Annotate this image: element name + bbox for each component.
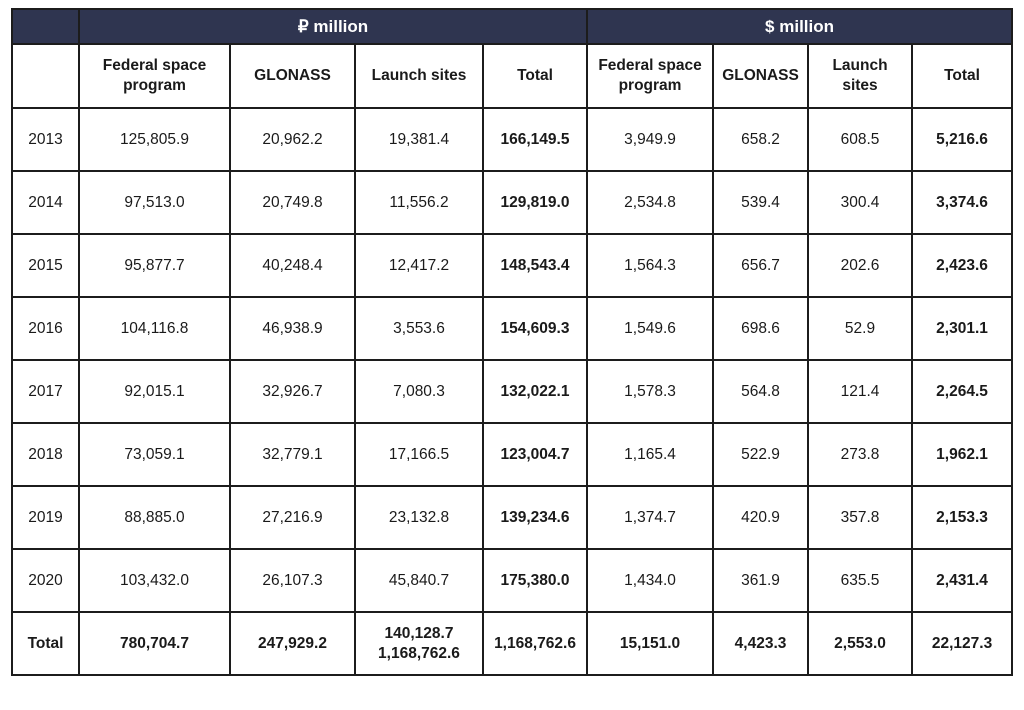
rub-glonass-cell: 32,779.1	[230, 423, 355, 486]
usd-group-header: $ million	[587, 9, 1012, 44]
usd-launch-cell: 121.4	[808, 360, 912, 423]
usd-total-cell: 2,431.4	[912, 549, 1012, 612]
usd-glonass-cell: 539.4	[713, 171, 808, 234]
usd-glonass-cell: 698.6	[713, 297, 808, 360]
rub-federal-cell: 97,513.0	[79, 171, 230, 234]
rub-total-cell: 148,543.4	[483, 234, 587, 297]
rub-total-cell: 139,234.6	[483, 486, 587, 549]
usd-glonass-cell: 420.9	[713, 486, 808, 549]
rub-federal-cell: 88,885.0	[79, 486, 230, 549]
rub-launch-cell: 12,417.2	[355, 234, 483, 297]
table-row	[12, 108, 1012, 171]
currency-group-row	[12, 9, 1012, 44]
usd-federal-cell: 2,534.8	[587, 171, 713, 234]
usd-glonass-cell: 564.8	[713, 360, 808, 423]
rub-launch-cell: 19,381.4	[355, 108, 483, 171]
rub-launch-cell: 45,840.7	[355, 549, 483, 612]
usd-federal-cell: 1,564.3	[587, 234, 713, 297]
rub-launch-total-cell	[355, 612, 483, 675]
usd-federal-cell: 3,949.9	[587, 108, 713, 171]
table-row	[12, 486, 1012, 549]
usd-launch-cell: 273.8	[808, 423, 912, 486]
usd-total-cell: 2,301.1	[912, 297, 1012, 360]
year-cell: 2015	[12, 234, 79, 297]
usd-glonass-total-cell: 4,423.3	[713, 612, 808, 675]
usd-launch-cell: 635.5	[808, 549, 912, 612]
year-cell: 2019	[12, 486, 79, 549]
col-header-usd-federal: Federal space program	[587, 44, 713, 108]
usd-glonass-cell: 658.2	[713, 108, 808, 171]
rub-federal-total-cell: 780,704.7	[79, 612, 230, 675]
rub-total-cell: 132,022.1	[483, 360, 587, 423]
year-cell: 2020	[12, 549, 79, 612]
rub-group-header: ₽ million	[79, 9, 587, 44]
column-header-row	[12, 44, 1012, 108]
rub-federal-cell: 73,059.1	[79, 423, 230, 486]
rub-glonass-cell: 40,248.4	[230, 234, 355, 297]
rub-total-cell: 154,609.3	[483, 297, 587, 360]
corner-cell	[12, 9, 79, 44]
col-header-rub-glonass: GLONASS	[230, 44, 355, 108]
total-row	[12, 612, 1012, 675]
usd-launch-total-cell: 2,553.0	[808, 612, 912, 675]
col-header-rub-total: Total	[483, 44, 587, 108]
usd-launch-cell: 52.9	[808, 297, 912, 360]
usd-federal-cell: 1,374.7	[587, 486, 713, 549]
usd-launch-cell: 202.6	[808, 234, 912, 297]
rub-federal-cell: 103,432.0	[79, 549, 230, 612]
rub-launch-cell: 11,556.2	[355, 171, 483, 234]
year-cell: 2016	[12, 297, 79, 360]
rub-total-cell: 123,004.7	[483, 423, 587, 486]
usd-glonass-cell: 361.9	[713, 549, 808, 612]
year-cell: 2017	[12, 360, 79, 423]
col-header-usd-glonass: GLONASS	[713, 44, 808, 108]
year-cell: 2013	[12, 108, 79, 171]
usd-launch-cell: 357.8	[808, 486, 912, 549]
year-header-cell	[12, 44, 79, 108]
rub-launch-total-line-2: 1,168,762.6	[378, 644, 460, 662]
rub-federal-cell: 92,015.1	[79, 360, 230, 423]
rub-glonass-cell: 26,107.3	[230, 549, 355, 612]
col-header-usd-total: Total	[912, 44, 1012, 108]
col-header-rub-federal: Federal space program	[79, 44, 230, 108]
rub-launch-cell: 7,080.3	[355, 360, 483, 423]
table-row	[12, 360, 1012, 423]
rub-glonass-cell: 46,938.9	[230, 297, 355, 360]
rub-glonass-cell: 20,749.8	[230, 171, 355, 234]
usd-launch-cell: 608.5	[808, 108, 912, 171]
usd-grand-total-cell: 22,127.3	[912, 612, 1012, 675]
usd-federal-total-cell: 15,151.0	[587, 612, 713, 675]
table-row	[12, 234, 1012, 297]
usd-federal-cell: 1,549.6	[587, 297, 713, 360]
rub-total-cell: 166,149.5	[483, 108, 587, 171]
rub-federal-cell: 104,116.8	[79, 297, 230, 360]
usd-total-cell: 2,153.3	[912, 486, 1012, 549]
space-budget-table	[11, 8, 1013, 676]
usd-launch-cell: 300.4	[808, 171, 912, 234]
col-header-rub-launch: Launch sites	[355, 44, 483, 108]
usd-federal-cell: 1,578.3	[587, 360, 713, 423]
rub-glonass-cell: 27,216.9	[230, 486, 355, 549]
total-label-cell: Total	[12, 612, 79, 675]
rub-launch-total-line-1: 140,128.7	[384, 624, 454, 642]
col-header-usd-launch: Launch sites	[808, 44, 912, 108]
rub-glonass-total-cell: 247,929.2	[230, 612, 355, 675]
year-cell: 2018	[12, 423, 79, 486]
year-cell: 2014	[12, 171, 79, 234]
usd-glonass-cell: 522.9	[713, 423, 808, 486]
rub-launch-cell: 17,166.5	[355, 423, 483, 486]
usd-total-cell: 2,264.5	[912, 360, 1012, 423]
usd-total-cell: 5,216.6	[912, 108, 1012, 171]
rub-glonass-cell: 32,926.7	[230, 360, 355, 423]
usd-glonass-cell: 656.7	[713, 234, 808, 297]
usd-federal-cell: 1,165.4	[587, 423, 713, 486]
rub-launch-cell: 3,553.6	[355, 297, 483, 360]
rub-launch-cell: 23,132.8	[355, 486, 483, 549]
usd-total-cell: 1,962.1	[912, 423, 1012, 486]
usd-federal-cell: 1,434.0	[587, 549, 713, 612]
table-row	[12, 297, 1012, 360]
usd-total-cell: 3,374.6	[912, 171, 1012, 234]
rub-federal-cell: 95,877.7	[79, 234, 230, 297]
rub-grand-total-cell: 1,168,762.6	[483, 612, 587, 675]
table-row	[12, 171, 1012, 234]
usd-total-cell: 2,423.6	[912, 234, 1012, 297]
table-row	[12, 549, 1012, 612]
table-row	[12, 423, 1012, 486]
rub-glonass-cell: 20,962.2	[230, 108, 355, 171]
rub-federal-cell: 125,805.9	[79, 108, 230, 171]
rub-total-cell: 175,380.0	[483, 549, 587, 612]
rub-total-cell: 129,819.0	[483, 171, 587, 234]
